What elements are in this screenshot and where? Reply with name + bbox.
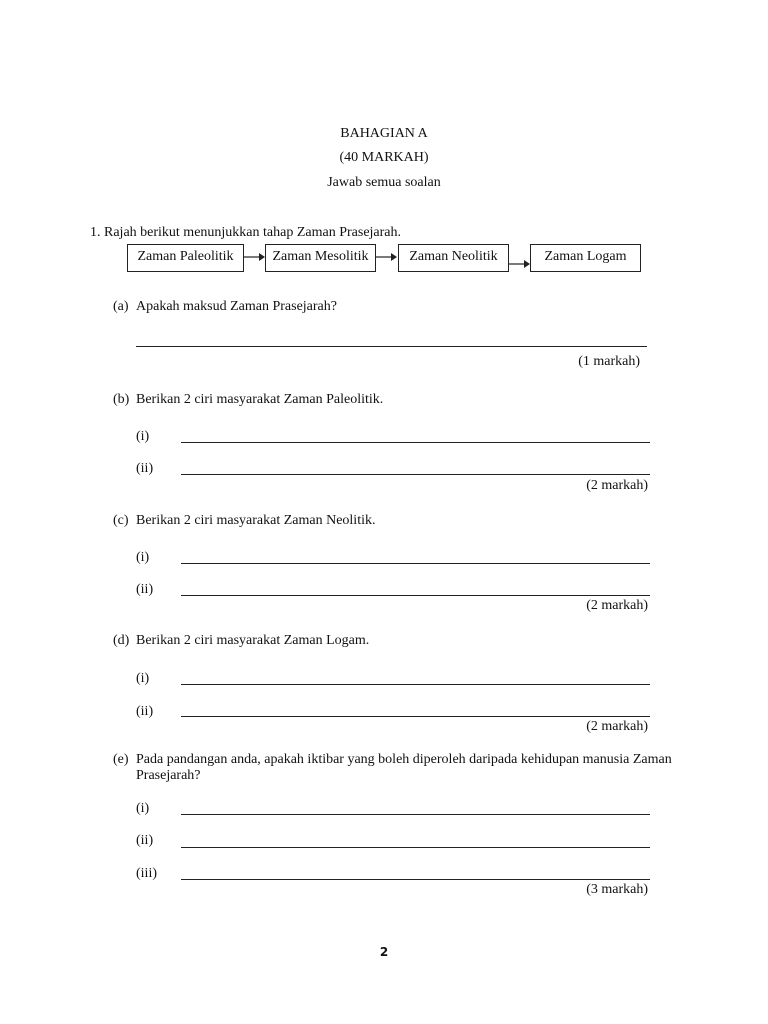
answer-line[interactable] (181, 563, 650, 564)
part-d-item-i: (i) (136, 671, 150, 686)
part-a-question: Apakah maksud Zaman Prasejarah? (136, 299, 337, 314)
part-b-item-ii: (ii) (136, 461, 154, 476)
question-1-text: 1. Rajah berikut menunjukkan tahap Zaman Prasejarah. (90, 225, 402, 240)
answer-line[interactable] (181, 847, 650, 848)
answer-line[interactable] (181, 595, 650, 596)
part-a-marks: (1 markah) (578, 354, 640, 369)
part-c-label: (c) (113, 513, 129, 528)
stage-box-logam: Zaman Logam (530, 244, 641, 272)
part-e-item-iii: (iii) (136, 866, 157, 881)
part-a-label: (a) (113, 299, 129, 314)
part-c-question: Berikan 2 ciri masyarakat Zaman Neolitik. (136, 513, 376, 528)
page-number: 2 (379, 945, 389, 959)
arrow-right-icon (244, 252, 266, 262)
answer-line[interactable] (136, 346, 647, 347)
instruction-text: Jawab semua soalan (327, 175, 441, 190)
part-d-label: (d) (113, 633, 130, 648)
part-b-label: (b) (113, 392, 130, 407)
total-marks: (40 MARKAH) (339, 150, 429, 165)
stage-box-mesolitik: Zaman Mesolitik (265, 244, 376, 272)
part-b-marks: (2 markah) (586, 478, 648, 493)
section-title: BAHAGIAN A (340, 126, 428, 141)
part-b-question: Berikan 2 ciri masyarakat Zaman Paleolitik. (136, 392, 384, 407)
part-d-item-ii: (ii) (136, 704, 154, 719)
part-c-marks: (2 markah) (586, 598, 648, 613)
part-b-item-i: (i) (136, 429, 150, 444)
part-c-item-i: (i) (136, 550, 150, 565)
part-e-question-line1: Pada pandangan anda, apakah iktibar yang boleh diperoleh daripada kehidupan manusia Zaman (136, 752, 672, 767)
answer-line[interactable] (181, 442, 650, 443)
arrow-right-icon (376, 252, 398, 262)
part-e-label: (e) (113, 752, 129, 767)
part-d-question: Berikan 2 ciri masyarakat Zaman Logam. (136, 633, 370, 648)
answer-line[interactable] (181, 684, 650, 685)
part-d-marks: (2 markah) (586, 719, 648, 734)
part-e-marks: (3 markah) (586, 882, 648, 897)
stage-box-neolitik: Zaman Neolitik (398, 244, 509, 272)
arrow-right-icon (509, 259, 531, 269)
answer-line[interactable] (181, 474, 650, 475)
part-e-item-ii: (ii) (136, 833, 154, 848)
part-e-question-line2: Prasejarah? (136, 768, 201, 783)
answer-line[interactable] (181, 879, 650, 880)
answer-line[interactable] (181, 716, 650, 717)
part-c-item-ii: (ii) (136, 582, 154, 597)
stage-box-paleolitik: Zaman Paleolitik (127, 244, 244, 272)
answer-line[interactable] (181, 814, 650, 815)
part-e-item-i: (i) (136, 801, 150, 816)
